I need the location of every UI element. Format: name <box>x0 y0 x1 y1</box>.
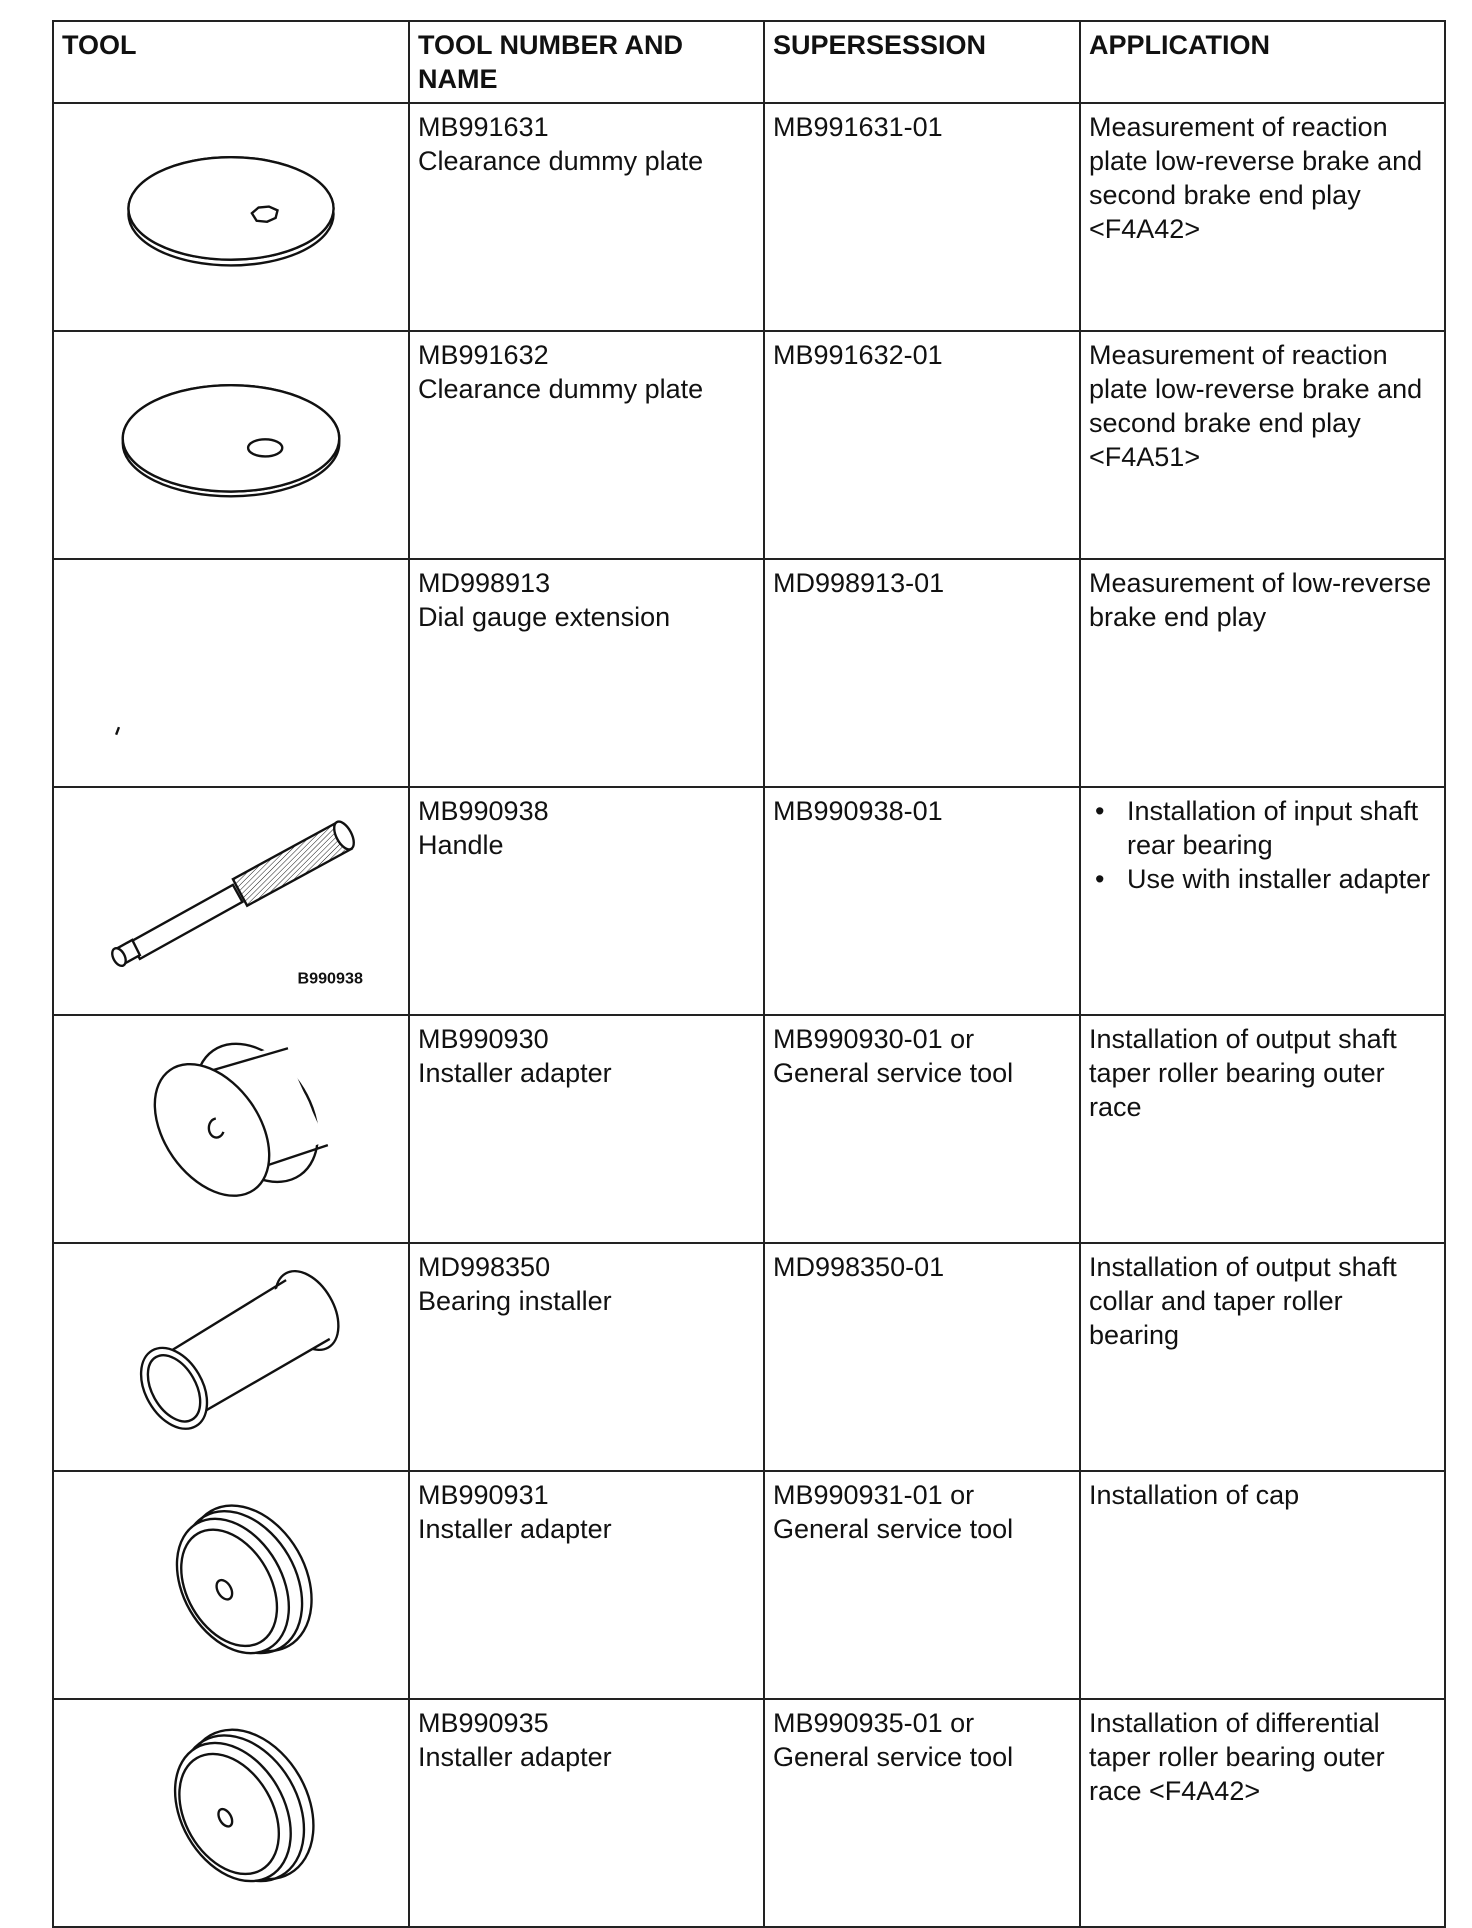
tool-number-name <box>409 1015 764 1243</box>
application-cell <box>1080 787 1445 1015</box>
bearing-installer-icon <box>62 1250 400 1464</box>
supersession-cell <box>764 1699 1080 1927</box>
supersession-line: General service tool <box>773 1742 1014 1772</box>
table-row <box>53 103 1445 331</box>
supersession-cell <box>764 787 1080 1015</box>
tool-illustration <box>53 1015 409 1243</box>
tool-name: Dial gauge extension <box>418 602 671 632</box>
header-row <box>53 21 1445 103</box>
table-row <box>53 1243 1445 1471</box>
supersession-line: MB991632-01 <box>773 340 943 370</box>
tool-illustration <box>53 1243 409 1471</box>
tool-number-name <box>409 103 764 331</box>
tool-name: Installer adapter <box>418 1514 612 1544</box>
tool-drawing-label: B990938 <box>297 969 363 988</box>
application-cell: Measurement of low-reverse brake end play <box>1080 559 1445 787</box>
supersession-line: MB991631-01 <box>773 112 943 142</box>
tool-illustration <box>53 1471 409 1699</box>
table-row <box>53 1471 1445 1699</box>
application-cell: Measurement of reaction plate low-reverse brake and second brake end play <F4A51> <box>1080 331 1445 559</box>
clearance-dummy-plate-icon <box>62 338 400 552</box>
table-row <box>53 787 1445 1015</box>
tool-number: MB990938 <box>418 796 549 826</box>
installer-adapter-icon <box>62 1478 400 1692</box>
supersession-cell <box>764 1243 1080 1471</box>
tool-illustration <box>53 559 409 787</box>
supersession-line: General service tool <box>773 1514 1014 1544</box>
supersession-cell <box>764 1471 1080 1699</box>
tool-number-name <box>409 1471 764 1699</box>
table-row <box>53 559 1445 787</box>
supersession-cell <box>764 559 1080 787</box>
installer-adapter-icon <box>62 1706 400 1920</box>
tool-number: MB991631 <box>418 112 549 142</box>
header-tool-number-and-name: TOOL NUMBER AND NAME <box>409 21 764 103</box>
application-cell: Installation of output shaft collar and taper roller bearing <box>1080 1243 1445 1471</box>
header-tool: TOOL <box>53 21 409 103</box>
clearance-dummy-plate-icon <box>62 110 400 324</box>
supersession-line: MD998350-01 <box>773 1252 945 1282</box>
tool-number: MB990930 <box>418 1024 549 1054</box>
supersession-line: General service tool <box>773 1058 1014 1088</box>
tool-number: MD998350 <box>418 1252 551 1282</box>
application-bullet: • Use with installer adapter <box>1095 864 1431 894</box>
tool-name: Handle <box>418 830 504 860</box>
tool-number: MB990935 <box>418 1708 549 1738</box>
application-bullet: • Installation of input shaft rear bearing <box>1095 796 1419 860</box>
tool-name: Clearance dummy plate <box>418 146 704 176</box>
tool-illustration <box>53 103 409 331</box>
tool-number: MB991632 <box>418 340 549 370</box>
application-cell: Installation of output shaft taper roller bearing outer race <box>1080 1015 1445 1243</box>
table-row <box>53 1699 1445 1927</box>
tool-illustration <box>53 331 409 559</box>
supersession-line: MB990935-01 or <box>773 1708 975 1738</box>
tool-illustration <box>53 787 409 1015</box>
table-row <box>53 331 1445 559</box>
tool-illustration <box>53 1699 409 1927</box>
supersession-line: MB990931-01 or <box>773 1480 975 1510</box>
application-cell: Measurement of reaction plate low-reverse brake and second brake end play <F4A42> <box>1080 103 1445 331</box>
tool-name: Installer adapter <box>418 1742 612 1772</box>
supersession-cell <box>764 331 1080 559</box>
tool-name: Clearance dummy plate <box>418 374 704 404</box>
tool-number-name <box>409 331 764 559</box>
tool-name: Installer adapter <box>418 1058 612 1088</box>
application-bullets <box>1089 794 1436 896</box>
installer-adapter-icon <box>62 1022 400 1236</box>
tool-number-name <box>409 1699 764 1927</box>
supersession-cell <box>764 103 1080 331</box>
supersession-line: MD998913-01 <box>773 568 945 598</box>
tool-number: MD998913 <box>418 568 551 598</box>
supersession-cell <box>764 1015 1080 1243</box>
special-tools-table <box>52 20 1446 1928</box>
tool-number-name <box>409 559 764 787</box>
header-supersession: SUPERSESSION <box>764 21 1080 103</box>
supersession-line: MB990938-01 <box>773 796 943 826</box>
application-cell: Installation of differential taper roller bearing outer race <F4A42> <box>1080 1699 1445 1927</box>
supersession-line: MB990930-01 or <box>773 1024 975 1054</box>
handle-icon <box>62 794 400 1008</box>
tool-name: Bearing installer <box>418 1286 612 1316</box>
tool-number-name <box>409 1243 764 1471</box>
application-cell: Installation of cap <box>1080 1471 1445 1699</box>
tool-number-name <box>409 787 764 1015</box>
tool-number: MB990931 <box>418 1480 549 1510</box>
header-application: APPLICATION <box>1080 21 1445 103</box>
dial-gauge-extension-icon <box>62 566 400 780</box>
table-row <box>53 1015 1445 1243</box>
